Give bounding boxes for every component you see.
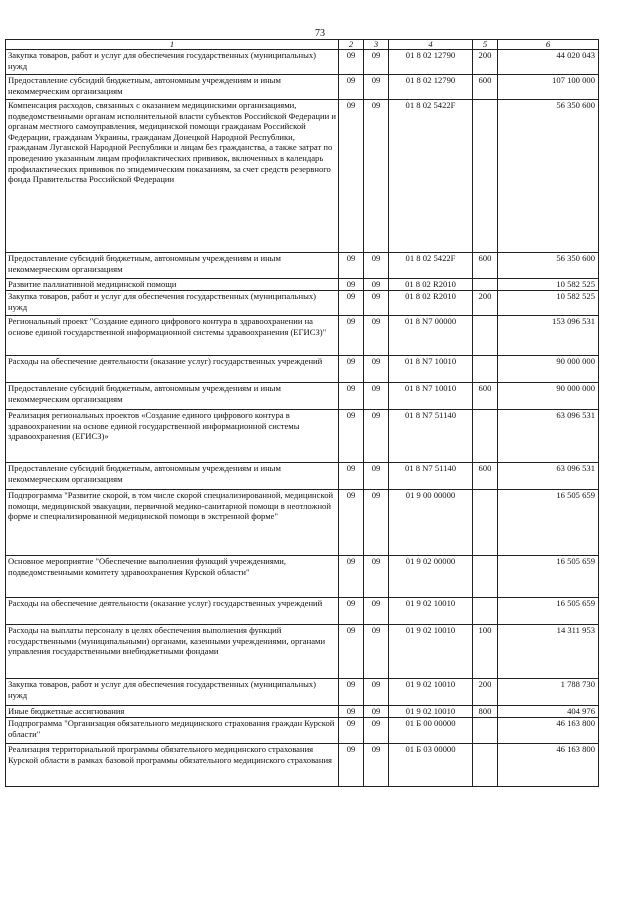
row-name: Предоставление субсидий бюджетным, автономным учреждениям и иным некоммерческим организациям bbox=[6, 75, 339, 100]
table-row bbox=[6, 706, 599, 718]
row-vr bbox=[473, 490, 498, 556]
row-rz: 09 bbox=[339, 718, 364, 744]
table-row bbox=[6, 490, 599, 556]
row-sum: 107 100 000 bbox=[498, 75, 599, 100]
header-pr: 3 bbox=[364, 40, 389, 50]
row-name: Развитие паллиативной медицинской помощи bbox=[6, 279, 339, 291]
table-row bbox=[6, 253, 599, 279]
row-name: Расходы на обеспечение деятельности (оказание услуг) государственных учреждений bbox=[6, 356, 339, 383]
table-row bbox=[6, 279, 599, 291]
row-name: Предоставление субсидий бюджетным, автономным учреждениям и иным некоммерческим организациям bbox=[6, 463, 339, 490]
header-sum: 6 bbox=[498, 40, 599, 50]
row-rz: 09 bbox=[339, 291, 364, 316]
row-pr: 09 bbox=[364, 410, 389, 463]
row-rz: 09 bbox=[339, 625, 364, 679]
header-csr: 4 bbox=[389, 40, 473, 50]
row-pr: 09 bbox=[364, 718, 389, 744]
row-sum: 10 582 525 bbox=[498, 279, 599, 291]
table-row bbox=[6, 291, 599, 316]
row-sum: 46 163 800 bbox=[498, 718, 599, 744]
row-pr: 09 bbox=[364, 50, 389, 75]
row-rz: 09 bbox=[339, 556, 364, 598]
row-rz: 09 bbox=[339, 679, 364, 706]
row-csr: 01 8 N7 51140 bbox=[389, 410, 473, 463]
row-pr: 09 bbox=[364, 253, 389, 279]
row-sum: 90 000 000 bbox=[498, 383, 599, 410]
table-row bbox=[6, 356, 599, 383]
row-pr: 09 bbox=[364, 744, 389, 787]
row-name: Реализация региональных проектов «Создание единого цифрового контура в здравоохранении на основе единой государственной информационной системы здравоохранения (ЕГИСЗ)» bbox=[6, 410, 339, 463]
row-pr: 09 bbox=[364, 625, 389, 679]
row-csr: 01 8 N7 00000 bbox=[389, 316, 473, 356]
row-rz: 09 bbox=[339, 744, 364, 787]
row-name: Иные бюджетные ассигнования bbox=[6, 706, 339, 718]
row-csr: 01 8 N7 10010 bbox=[389, 383, 473, 410]
row-pr: 09 bbox=[364, 706, 389, 718]
row-sum: 10 582 525 bbox=[498, 291, 599, 316]
row-vr: 600 bbox=[473, 383, 498, 410]
row-vr bbox=[473, 279, 498, 291]
row-name: Закупка товаров, работ и услуг для обеспечения государственных (муниципальных) нужд bbox=[6, 291, 339, 316]
row-pr: 09 bbox=[364, 598, 389, 625]
row-vr: 200 bbox=[473, 679, 498, 706]
row-csr: 01 9 00 00000 bbox=[389, 490, 473, 556]
row-sum: 63 096 531 bbox=[498, 410, 599, 463]
row-sum: 16 505 659 bbox=[498, 598, 599, 625]
row-sum: 16 505 659 bbox=[498, 490, 599, 556]
row-pr: 09 bbox=[364, 463, 389, 490]
table-row bbox=[6, 75, 599, 100]
row-pr: 09 bbox=[364, 75, 389, 100]
table-row bbox=[6, 598, 599, 625]
row-name: Подпрограмма "Развитие скорой, в том числе скорой специализированной, медицинской помощи, медицинской эвакуации, первичной медико-санитарной помощи в неотложной форме и специализированной медицинской помощи в экстренной форме" bbox=[6, 490, 339, 556]
row-pr: 09 bbox=[364, 100, 389, 253]
row-sum: 14 311 953 bbox=[498, 625, 599, 679]
row-rz: 09 bbox=[339, 410, 364, 463]
row-name: Основное мероприятие "Обеспечение выполнения функций учреждениями, подведомственными комитету здравоохранения Курской области" bbox=[6, 556, 339, 598]
row-rz: 09 bbox=[339, 490, 364, 556]
row-name: Предоставление субсидий бюджетным, автономным учреждениям и иным некоммерческим организациям bbox=[6, 253, 339, 279]
table-row bbox=[6, 316, 599, 356]
row-csr: 01 8 02 12790 bbox=[389, 50, 473, 75]
header-vr: 5 bbox=[473, 40, 498, 50]
row-name: Закупка товаров, работ и услуг для обеспечения государственных (муниципальных) нужд bbox=[6, 50, 339, 75]
header-rz: 2 bbox=[339, 40, 364, 50]
table-row bbox=[6, 625, 599, 679]
row-csr: 01 8 02 5422F bbox=[389, 253, 473, 279]
row-name: Расходы на выплаты персоналу в целях обеспечения выполнения функций государственными (муниципальными) органами, казенными учреждениями, органами управления государственными внебюджетными фондами bbox=[6, 625, 339, 679]
row-vr bbox=[473, 744, 498, 787]
row-csr: 01 8 N7 51140 bbox=[389, 463, 473, 490]
row-vr: 200 bbox=[473, 50, 498, 75]
row-pr: 09 bbox=[364, 383, 389, 410]
row-csr: 01 8 02 R2010 bbox=[389, 279, 473, 291]
row-csr: 01 8 02 R2010 bbox=[389, 291, 473, 316]
row-csr: 01 9 02 10010 bbox=[389, 706, 473, 718]
row-sum: 1 788 730 bbox=[498, 679, 599, 706]
row-name: Расходы на обеспечение деятельности (оказание услуг) государственных учреждений bbox=[6, 598, 339, 625]
row-rz: 09 bbox=[339, 50, 364, 75]
row-name: Предоставление субсидий бюджетным, автономным учреждениям и иным некоммерческим организациям bbox=[6, 383, 339, 410]
row-name: Реализация территориальной программы обязательного медицинского страхования Курской области в рамках базовой программы обязательного медицинского страхования bbox=[6, 744, 339, 787]
row-rz: 09 bbox=[339, 463, 364, 490]
page-number: 73 bbox=[315, 28, 325, 39]
row-sum: 153 096 531 bbox=[498, 316, 599, 356]
table-row bbox=[6, 100, 599, 253]
table-row bbox=[6, 718, 599, 744]
row-sum: 63 096 531 bbox=[498, 463, 599, 490]
row-csr: 01 8 02 12790 bbox=[389, 75, 473, 100]
row-pr: 09 bbox=[364, 679, 389, 706]
table-row bbox=[6, 383, 599, 410]
row-sum: 404 976 bbox=[498, 706, 599, 718]
row-rz: 09 bbox=[339, 75, 364, 100]
row-rz: 09 bbox=[339, 706, 364, 718]
row-sum: 16 505 659 bbox=[498, 556, 599, 598]
row-rz: 09 bbox=[339, 253, 364, 279]
row-vr: 200 bbox=[473, 291, 498, 316]
row-csr: 01 9 02 10010 bbox=[389, 625, 473, 679]
row-name: Подпрограмма "Организация обязательного медицинского страхования граждан Курской области" bbox=[6, 718, 339, 744]
table-row bbox=[6, 50, 599, 75]
row-vr bbox=[473, 410, 498, 463]
row-vr bbox=[473, 100, 498, 253]
row-name: Региональный проект "Создание единого цифрового контура в здравоохранении на основе единой государственной информационной системы здравоохранения (ЕГИСЗ)" bbox=[6, 316, 339, 356]
row-sum: 56 350 600 bbox=[498, 253, 599, 279]
row-name: Закупка товаров, работ и услуг для обеспечения государственных (муниципальных) нужд bbox=[6, 679, 339, 706]
row-rz: 09 bbox=[339, 598, 364, 625]
row-name: Компенсация расходов, связанных с оказанием медицинскими организациями, подведомственными органам исполнительной власти субъектов Российской Федерации и органам местного самоуправления, медицинской помощи гражданам Российской Федерации, гражданам Украины, гражданам Донецкой Народной Республики, гражданам Луганской Народной Республики и лицам без гражданства, а также затрат по проведению указанным лицам профилактических прививок, включенных в календарь профилактических прививок по эпидемическим показаниям, за счет средств резервного фонда Правительства Российской Федерации bbox=[6, 100, 339, 253]
row-csr: 01 9 02 10010 bbox=[389, 598, 473, 625]
row-csr: 01 Б 00 00000 bbox=[389, 718, 473, 744]
table-row bbox=[6, 410, 599, 463]
row-vr: 600 bbox=[473, 75, 498, 100]
row-vr bbox=[473, 598, 498, 625]
row-pr: 09 bbox=[364, 316, 389, 356]
row-vr bbox=[473, 356, 498, 383]
table-row bbox=[6, 463, 599, 490]
row-rz: 09 bbox=[339, 356, 364, 383]
row-vr bbox=[473, 316, 498, 356]
row-vr bbox=[473, 556, 498, 598]
row-csr: 01 8 N7 10010 bbox=[389, 356, 473, 383]
row-sum: 56 350 600 bbox=[498, 100, 599, 253]
table-row bbox=[6, 679, 599, 706]
row-csr: 01 8 02 5422F bbox=[389, 100, 473, 253]
row-csr: 01 9 02 00000 bbox=[389, 556, 473, 598]
row-pr: 09 bbox=[364, 490, 389, 556]
row-rz: 09 bbox=[339, 100, 364, 253]
row-pr: 09 bbox=[364, 279, 389, 291]
row-vr: 600 bbox=[473, 253, 498, 279]
row-rz: 09 bbox=[339, 316, 364, 356]
row-pr: 09 bbox=[364, 556, 389, 598]
row-sum: 44 020 043 bbox=[498, 50, 599, 75]
row-rz: 09 bbox=[339, 279, 364, 291]
row-vr: 600 bbox=[473, 463, 498, 490]
row-csr: 01 Б 03 00000 bbox=[389, 744, 473, 787]
row-sum: 46 163 800 bbox=[498, 744, 599, 787]
row-vr: 800 bbox=[473, 706, 498, 718]
row-rz: 09 bbox=[339, 383, 364, 410]
row-pr: 09 bbox=[364, 356, 389, 383]
row-sum: 90 000 000 bbox=[498, 356, 599, 383]
table-row bbox=[6, 556, 599, 598]
header-row bbox=[6, 40, 599, 50]
row-vr bbox=[473, 718, 498, 744]
row-vr: 100 bbox=[473, 625, 498, 679]
table-row bbox=[6, 744, 599, 787]
budget-table bbox=[5, 39, 599, 787]
row-csr: 01 9 02 10010 bbox=[389, 679, 473, 706]
header-name: 1 bbox=[6, 40, 339, 50]
row-pr: 09 bbox=[364, 291, 389, 316]
